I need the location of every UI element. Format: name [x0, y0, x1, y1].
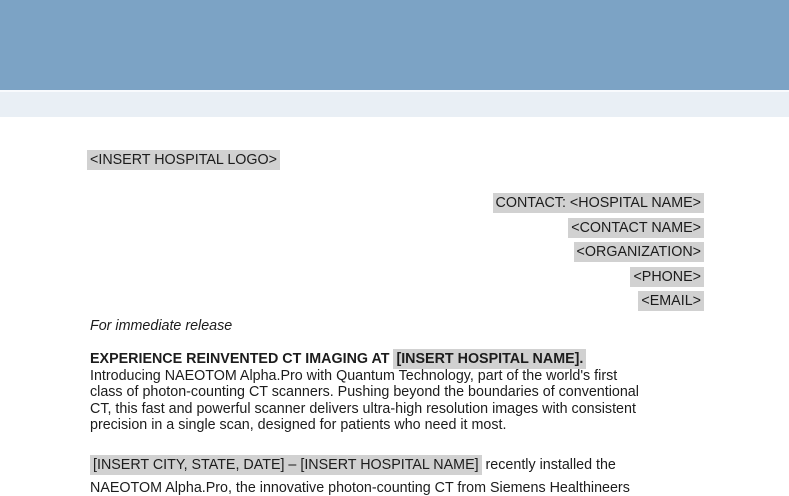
intro-line: Introducing NAEOTOM Alpha.Pro with Quantum Technology, part of the world's first — [90, 367, 618, 384]
intro-line: CT, this fast and powerful scanner delivers ultra-high resolution images with consistent — [90, 400, 636, 417]
headline-hospital-name-placeholder[interactable]: [INSERT HOSPITAL NAME]. — [393, 349, 586, 369]
insert-hospital-logo-placeholder[interactable]: <INSERT HOSPITAL LOGO> — [87, 150, 280, 170]
contact-line — [493, 240, 705, 265]
contact-name-placeholder[interactable]: <CONTACT NAME> — [568, 218, 704, 238]
intro-line: precision in a single scan, designed for patients who need it most. — [90, 417, 507, 434]
header-strip — [0, 90, 789, 117]
contact-block — [493, 191, 705, 314]
dateline-text: recently installed the — [481, 457, 616, 473]
headline-line — [90, 351, 735, 368]
dateline-line — [90, 457, 616, 473]
logo-placeholder-line — [87, 152, 280, 168]
release-status-line: For immediate release — [90, 318, 233, 334]
intro-paragraph — [90, 351, 735, 434]
intro-line: class of photon-counting CT scanners. Pushing beyond the boundaries of conventional — [90, 384, 639, 401]
contact-phone-placeholder[interactable]: <PHONE> — [630, 267, 704, 287]
dateline-city-state-date-placeholder[interactable]: [INSERT CITY, STATE, DATE] – [INSERT HOSPITAL NAME] — [90, 455, 482, 475]
contact-line — [493, 265, 705, 290]
contact-line — [493, 289, 705, 314]
dateline-continuation-line: NAEOTOM Alpha.Pro, the innovative photon-counting CT from Siemens Healthineers — [90, 480, 630, 496]
contact-hospital-name-placeholder[interactable]: CONTACT: <HOSPITAL NAME> — [493, 193, 705, 213]
contact-email-placeholder[interactable]: <EMAIL> — [638, 291, 704, 311]
contact-line — [493, 216, 705, 241]
headline-text: EXPERIENCE REINVENTED CT IMAGING AT — [90, 351, 394, 367]
contact-line — [493, 191, 705, 216]
contact-organization-placeholder[interactable]: <ORGANIZATION> — [574, 242, 704, 262]
header-band — [0, 0, 789, 90]
